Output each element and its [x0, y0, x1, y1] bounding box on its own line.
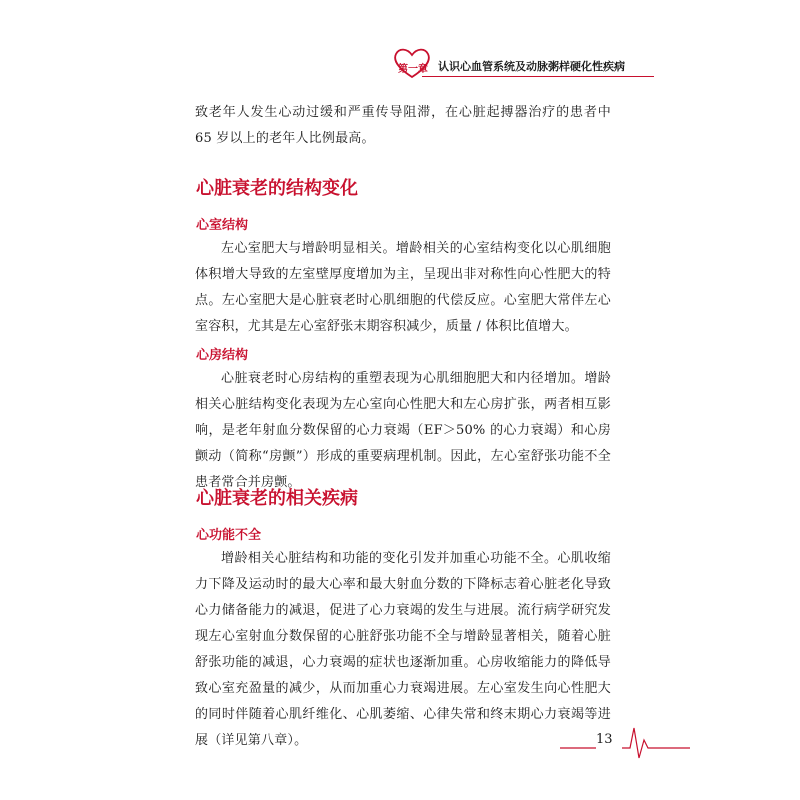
chapter-title: 认识心血管系统及动脉粥样硬化性疾病 — [438, 60, 625, 73]
chapter-label: 第一章 — [398, 64, 428, 75]
section-title-structural-changes: 心脏衰老的结构变化 — [196, 178, 358, 199]
page-footer — [560, 720, 690, 760]
paragraph-heart-failure: 增龄相关心脏结构和功能的变化引发并加重心功能不全。心肌收缩力下降及运动时的最大心率和最大射血分数的下降标志着心脏老化导致心力储备能力的减退，促进了心力衰竭的发生与进展。流行病学研究发现左心室射血分数保留的心脏舒张功能不全与增龄显著相关，随着心脏舒张功能的减退，心力衰竭的症状也逐渐加重。心房收缩能力的降低导致心室充盈量的减少，从而加重心力衰竭进展。左心室发生向心性肥大的同时伴随着心肌纤维化、心肌萎缩、心律失常和终末期心力衰竭等进展（详见第八章）。 — [195, 551, 611, 748]
page-number: 13 — [596, 732, 613, 747]
subsection-title-ventricle: 心室结构 — [196, 218, 249, 233]
subsection-title-atrium: 心房结构 — [196, 348, 249, 363]
section-title-related-diseases: 心脏衰老的相关疾病 — [196, 488, 358, 509]
header-divider — [422, 76, 654, 77]
running-header — [392, 52, 692, 78]
paragraph-ventricle: 左心室肥大与增龄明显相关。增龄相关的心室结构变化以心肌细胞体积增大导致的左室壁厚度增加为主，呈现出非对称性向心性肥大的特点。左心室肥大是心脏衰老时心肌细胞的代偿反应。心室肥大常伴左心室容积，尤其是左心室舒张末期容积减少，质量 / 体积比值增大。 — [195, 241, 611, 334]
subsection-title-heart-failure: 心功能不全 — [196, 528, 262, 543]
intro-paragraph: 致老年人发生心动过缓和严重传导阻滞，在心脏起搏器治疗的患者中 65 岁以上的老年人比例最高。 — [195, 105, 611, 146]
ecg-line-icon — [560, 720, 690, 760]
paragraph-atrium: 心脏衰老时心房结构的重塑表现为心肌细胞肥大和内径增加。增龄相关心脏结构变化表现为左心室向心性肥大和左心房扩张，两者相互影响，是老年射血分数保留的心力衰竭（EF＞50% 的心力衰竭）和心房颤动（简称“房颤”）形成的重要病理机制。因此，左心室舒张功能不全患者常合并房颤。 — [195, 371, 611, 490]
